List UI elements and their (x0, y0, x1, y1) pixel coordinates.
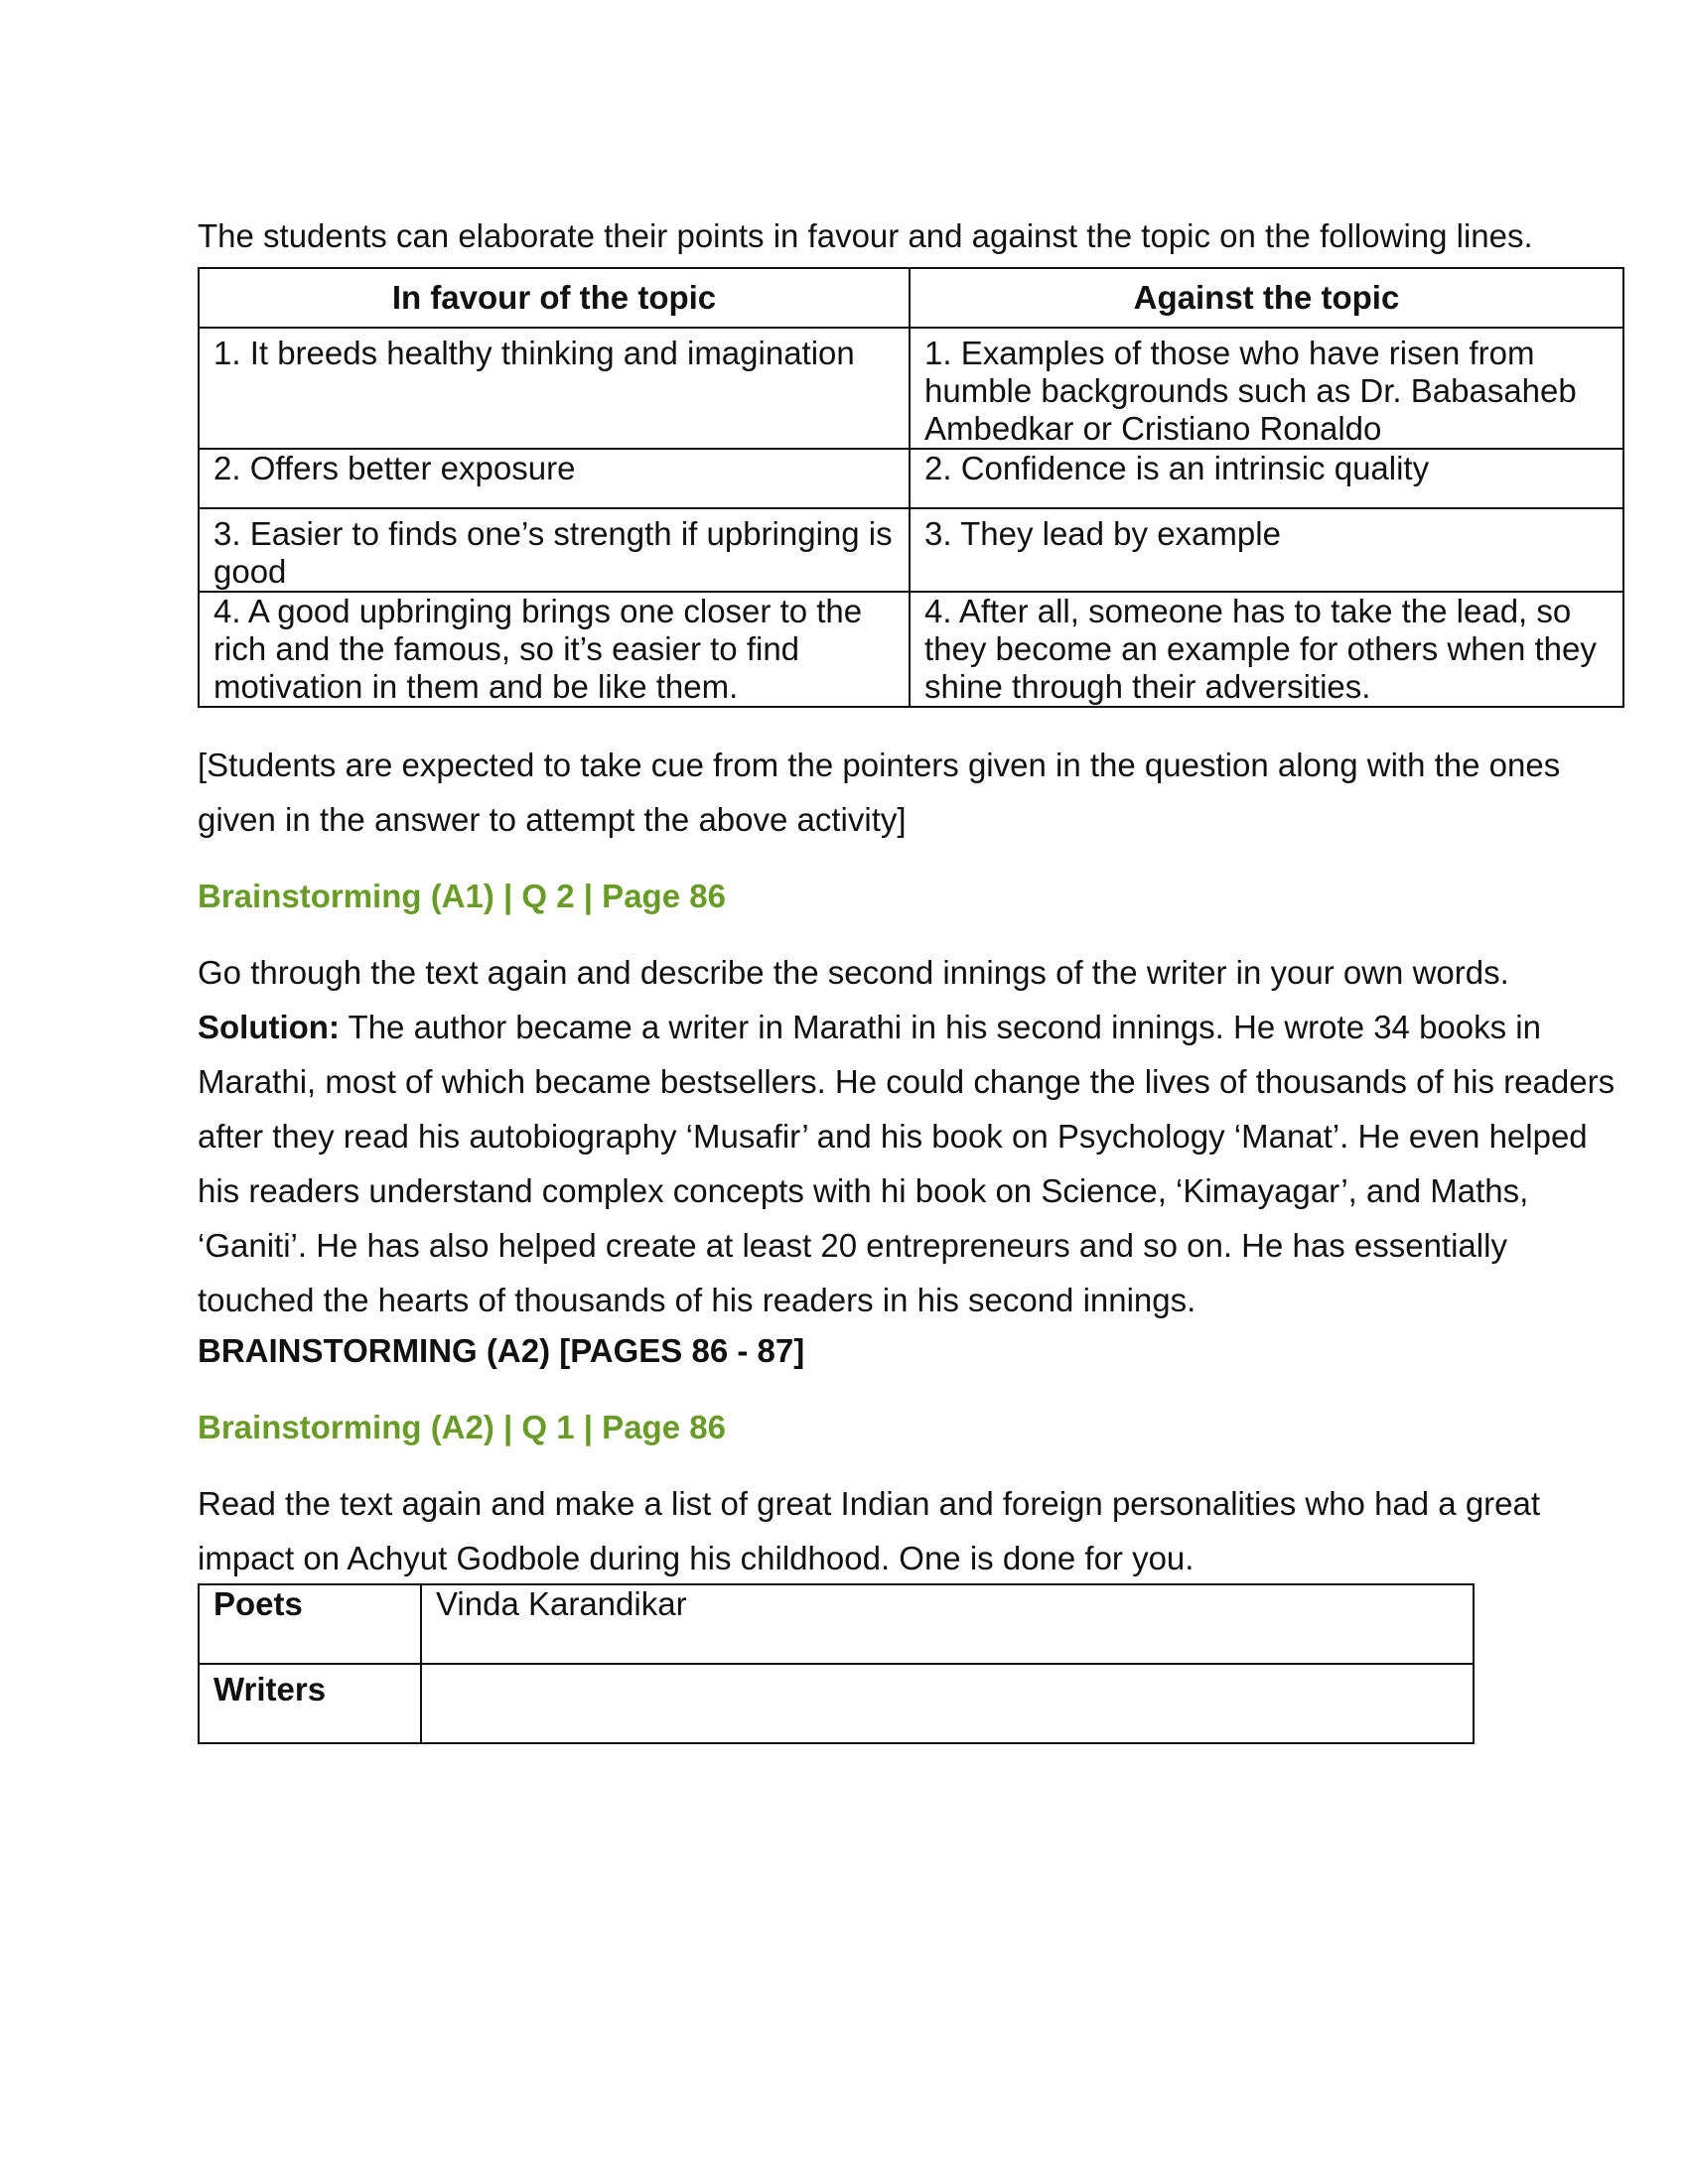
header-in-favour: In favour of the topic (199, 268, 910, 328)
favour-against-table (198, 267, 1624, 708)
solution-text: The author became a writer in Marathi in his second innings. He wrote 34 books in Marathi, most of which became bestsellers. He could change the lives of thousands of his readers after they read his autobiography ‘Musafir’ and his book on Psychology ‘Manat’. He even helped his readers understand complex concepts with hi book on Science, ‘Kimayagar’, and Maths, ‘Ganiti’. He has also helped create at least 20 entrepreneurs and so on. He has essentially touched the hearts of thousands of his readers in his second innings. (198, 1009, 1616, 1318)
question-heading: Brainstorming (A1) | Q 2 | Page 86 (198, 878, 726, 914)
against-cell: 1. Examples of those who have risen from humble backgrounds such as Dr. Babasaheb Ambedkar or Cristiano Ronaldo (910, 328, 1623, 449)
header-against: Against the topic (910, 268, 1623, 328)
favour-cell: 1. It breeds healthy thinking and imagination (199, 328, 910, 449)
intro-paragraph: The students can elaborate their points in favour and against the topic on the following lines. (198, 217, 1533, 254)
category-cell: Writers (199, 1664, 421, 1743)
names-cell: Vinda Karandikar (421, 1584, 1474, 1664)
table-row (199, 1664, 1474, 1743)
favour-cell: 4. A good upbringing brings one closer to the rich and the famous, so it’s easier to find motivation in them and be like them. (199, 592, 910, 707)
personalities-table (198, 1583, 1475, 1744)
solution-label: Solution: (198, 1009, 340, 1045)
document-page (198, 208, 1627, 1744)
table-row (199, 1584, 1474, 1664)
category-cell: Poets (199, 1584, 421, 1664)
table-row (199, 592, 1623, 707)
table-row (199, 328, 1623, 449)
against-cell: 3. They lead by example (910, 508, 1623, 592)
question-text: Go through the text again and describe the second innings of the writer in your own words. (198, 954, 1509, 991)
question-text: Read the text again and make a list of great Indian and foreign personalities who had a great impact on Achyut Godbole during his childhood. One is done for you. (198, 1485, 1541, 1576)
table-header-row (199, 268, 1623, 328)
table-row (199, 449, 1623, 508)
solution-paragraph (198, 1000, 1627, 1327)
section-heading: BRAINSTORMING (A2) [PAGES 86 - 87] (198, 1332, 805, 1369)
names-cell (421, 1664, 1474, 1743)
against-cell: 4. After all, someone has to take the lead, so they become an example for others when they shine through their adversities. (910, 592, 1623, 707)
note-paragraph: [Students are expected to take cue from the pointers given in the question along with the ones given in the answer to attempt the above activity] (198, 747, 1561, 838)
table-row (199, 508, 1623, 592)
favour-cell: 2. Offers better exposure (199, 449, 910, 508)
favour-cell: 3. Easier to finds one’s strength if upbringing is good (199, 508, 910, 592)
question-heading: Brainstorming (A2) | Q 1 | Page 86 (198, 1409, 726, 1445)
against-cell: 2. Confidence is an intrinsic quality (910, 449, 1623, 508)
